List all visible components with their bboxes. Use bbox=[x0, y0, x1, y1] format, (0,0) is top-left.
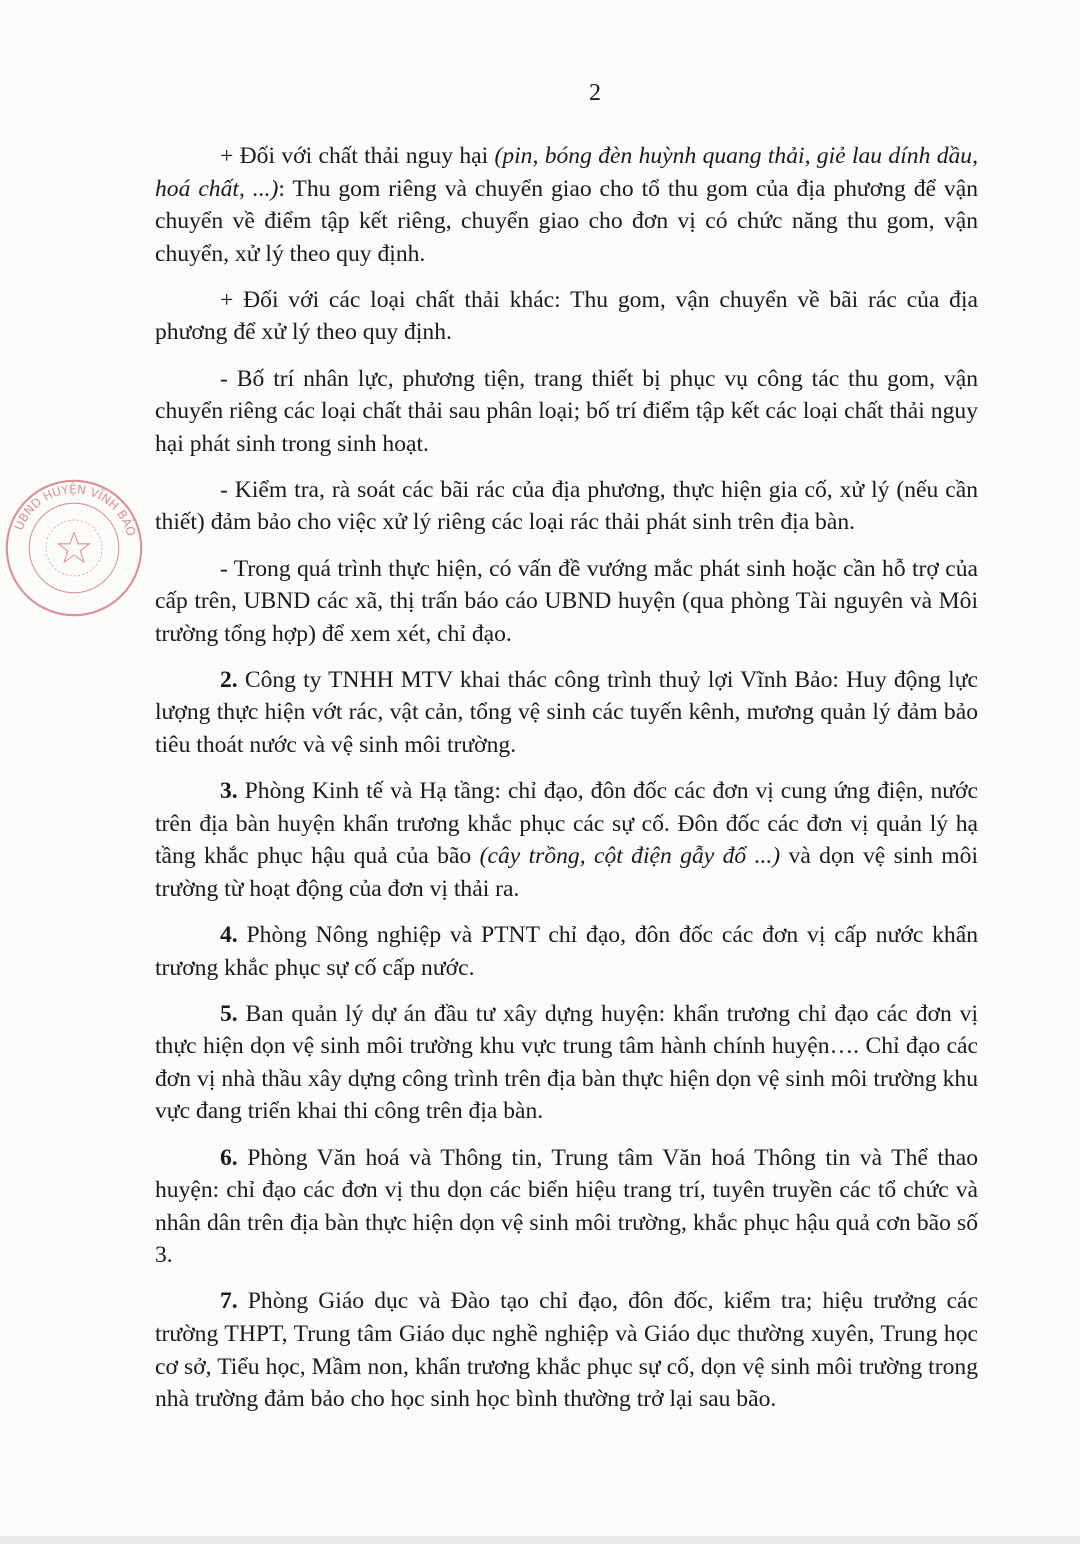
paragraph-other-waste: + Đối với các loại chất thải khác: Thu gom, vận chuyển về bãi rác của địa phương để xử lý theo quy định. bbox=[155, 286, 978, 346]
paragraph-hazardous-waste: + Đối với chất thải nguy hại (pin, bóng đèn huỳnh quang thải, giẻ lau dính dầu, hoá chất, ...): Thu gom riêng và chuyển giao cho tổ thu gom của địa phương để vận chuyển về điểm tập kết riêng, chuyển giao cho đơn vị có chức năng thu gom, vận chuyển, xử lý theo quy định. bbox=[155, 143, 978, 267]
paragraph-item-3: 3. Phòng Kinh tế và Hạ tầng: chỉ đạo, đôn đốc các đơn vị cung ứng điện, nước trên địa bàn huyện khẩn trương khắc phục các sự cố. Đôn đốc các đơn vị quản lý hạ tầng khắc phục hậu quả của bão (cây trồng, cột điện gẫy đổ ...) và dọn vệ sinh môi trường từ hoạt động của đơn vị thải ra. bbox=[155, 778, 979, 902]
scan-bottom-edge bbox=[0, 1536, 1080, 1544]
paragraph-item-7: 7. Phòng Giáo dục và Đào tạo chỉ đạo, đôn đốc, kiểm tra; hiệu trưởng các trường THPT, Trung tâm Giáo dục nghề nghiệp và Giáo dục thường xuyên, Trung học cơ sở, Tiểu học, Mầm non, khẩn trương khắc phục sự cố, dọn vệ sinh môi trường trong nhà trường đảm bảo cho học sinh học bình thường trở lại sau bão. bbox=[155, 1288, 978, 1413]
paragraph-item-4: 4. Phòng Nông nghiệp và PTNT chỉ đạo, đôn đốc các đơn vị cấp nước khẩn trương khắc phục sự cố cấp nước. bbox=[155, 921, 978, 981]
paragraph-inspection: - Kiểm tra, rà soát các bãi rác của địa phương, thực hiện gia cố, xử lý (nếu cần thiết) đảm bảo cho việc xử lý riêng các loại rác thải phát sinh trên địa bàn. bbox=[155, 476, 978, 536]
svg-text:UBND HUYỆN VĨNH BẢO bbox=[12, 481, 138, 537]
paragraph-item-5: 5. Ban quản lý dự án đầu tư xây dựng huyện: khẩn trương chỉ đạo các đơn vị thực hiện dọn vệ sinh môi trường khu vực trung tâm hành chính huyện…. Chỉ đạo các đơn vị nhà thầu xây dựng công trình trên địa bàn thực hiện dọn vệ sinh môi trường khu vực đang triển khai thi công trên địa bàn. bbox=[155, 1000, 978, 1125]
red-seal-stamp bbox=[4, 478, 144, 618]
stamp-text: UBND HUYỆN VĨNH BẢO bbox=[11, 482, 139, 538]
paragraph-staffing: - Bố trí nhân lực, phương tiện, trang thiết bị phục vụ công tác thu gom, vận chuyển riêng các loại chất thải sau phân loại; bố trí điểm tập kết các loại chất thải nguy hại phát sinh trong sinh hoạt. bbox=[155, 365, 978, 457]
paragraph-reporting: - Trong quá trình thực hiện, có vấn đề vướng mắc phát sinh hoặc cần hỗ trợ của cấp trên, UBND các xã, thị trấn báo cáo UBND huyện (qua phòng Tài nguyên và Môi trường tổng hợp) để xem xét, chỉ đạo. bbox=[155, 555, 978, 647]
paragraph-item-2: 2. Công ty TNHH MTV khai thác công trình thuỷ lợi Vĩnh Bảo: Huy động lực lượng thực hiện vớt rác, vật cản, tổng vệ sinh các tuyến kênh, mương quản lý đảm bảo tiêu thoát nước và vệ sinh môi trường. bbox=[155, 666, 978, 758]
paragraph-item-6: 6. Phòng Văn hoá và Thông tin, Trung tâm Văn hoá Thông tin và Thể thao huyện: chỉ đạo các đơn vị thu dọn các biển hiệu trang trí, tuyên truyền các tổ chức và nhân dân trên địa bàn thực hiện dọn vệ sinh môi trường, khắc phục hậu quả cơn bão số 3. bbox=[155, 1144, 978, 1269]
page-number: 2 bbox=[589, 80, 601, 106]
document-body bbox=[155, 140, 978, 1429]
